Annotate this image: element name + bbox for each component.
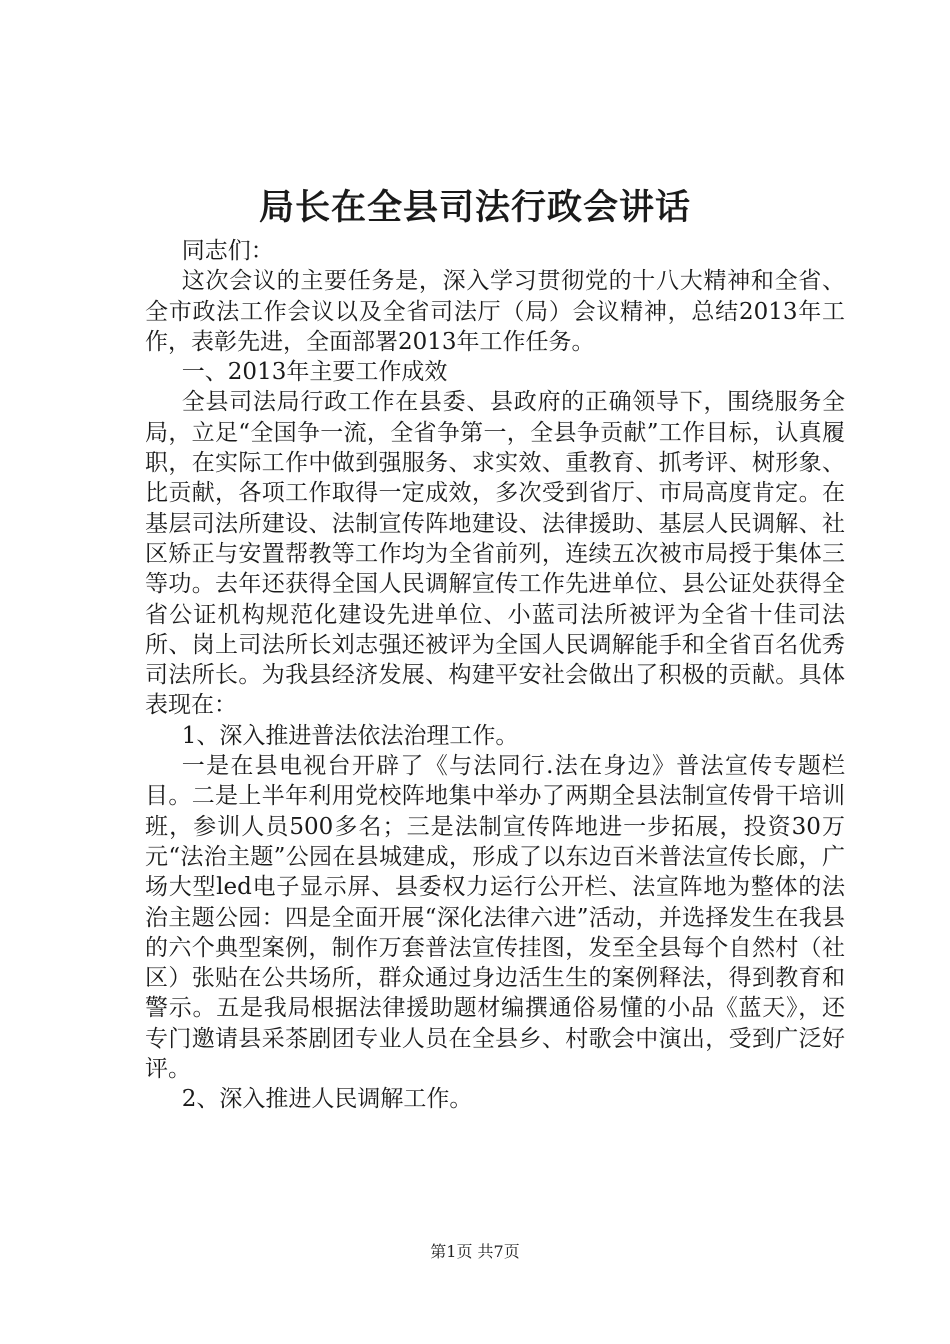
- document-title: 局长在全县司法行政会讲话: [258, 187, 691, 228]
- legal-education-paragraph: 一是在县电视台开辟了《与法同行.法在身边》普法宣传专题栏目。二是上半年利用党校阵地集中举办了两期全县法制宣传骨干培训班，参训人员500多名；三是法制宣传阵地进一步拓展，投资30万元“法治主题”公园在县城建成，形成了以东边百米普法宣传长廊，广场大型led电子显示屏、县委权力运行公开栏、法宣阵地为整体的法治主题公园：四是全面开展“深化法律六进”活动，并选择发生在我县的六个典型案例，制作万套普法宣传挂图，发至全县每个自然村（社区）张贴在公共场所，群众通过身边活生生的案例释法，得到教育和警示。五是我局根据法律援助题材编撰通俗易懂的小品《蓝天》，还专门邀请县采茶剧团专业人员在全县乡、村歌会中演出，受到广泛好评。: [145, 753, 845, 1083]
- subsection-heading-1: 1、深入推进普法依法治理工作。: [181, 722, 519, 749]
- subsection-heading-2: 2、深入推进人民调解工作。: [181, 1086, 473, 1113]
- greeting-paragraph: 同志们：: [181, 238, 274, 264]
- intro-paragraph: 这次会议的主要任务是，深入学习贯彻党的十八大精神和全省、全市政法工作会议以及全省司法厅（局）会议精神，总结2013年工作，表彰先进，全面部署2013年工作任务。: [145, 268, 845, 355]
- document-body: [145, 236, 845, 1115]
- page-footer: 第1页 共7页: [430, 1242, 520, 1261]
- section-heading-1: 一、2013年主要工作成效: [181, 359, 448, 386]
- summary-paragraph: 全县司法局行政工作在县委、县政府的正确领导下，围绕服务全局，立足“全国争一流，全省争第一，全县争贡献”工作目标，认真履职，在实际工作中做到强服务、求实效、重教育、抓考评、树形象、比贡献，各项工作取得一定成效，多次受到省厅、市局高度肯定。在基层司法所建设、法制宣传阵地建设、法律援助、基层人民调解、社区矫正与安置帮教等工作均为全省前列，连续五次被市局授于集体三等功。去年还获得全国人民调解宣传工作先进单位、县公证处获得全省公证机构规范化建设先进单位、小蓝司法所被评为全省十佳司法所、岗上司法所长刘志强还被评为全国人民调解能手和全省百名优秀司法所长。为我县经济发展、构建平安社会做出了积极的贡献。具体表现在：: [145, 389, 845, 719]
